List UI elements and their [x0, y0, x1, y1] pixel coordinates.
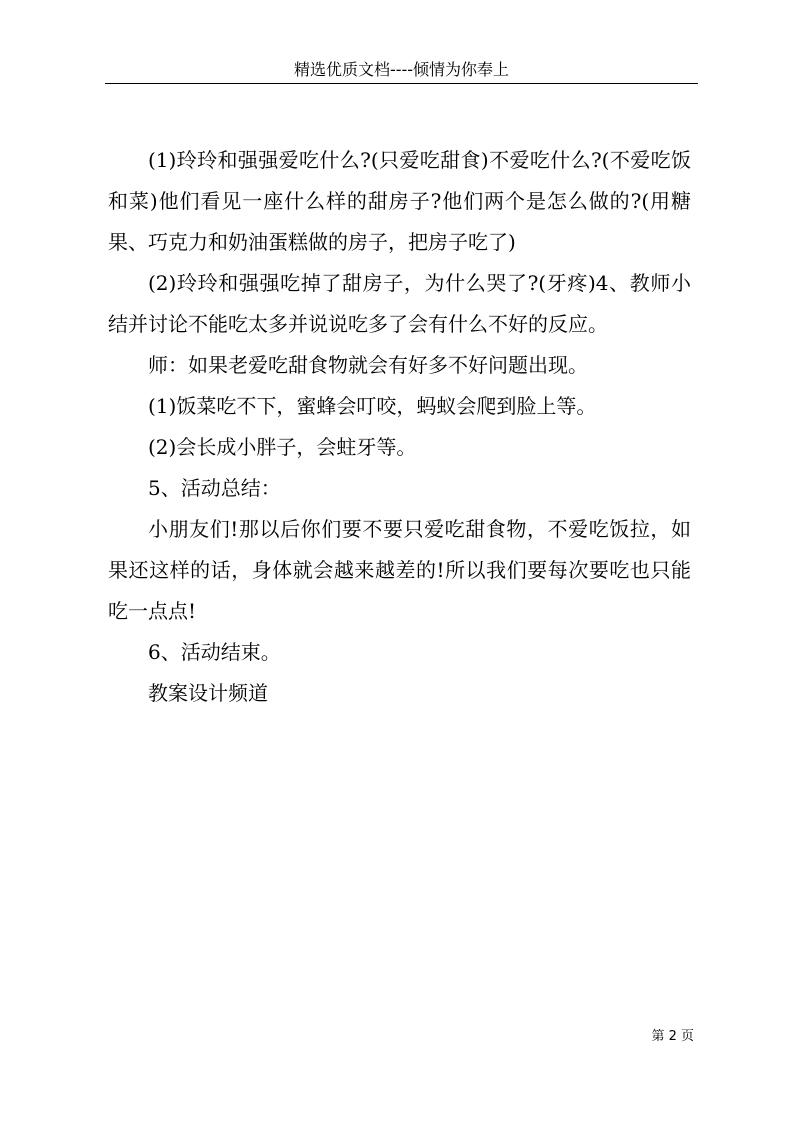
paragraph-summary: 小朋友们!那以后你们要不要只爱吃甜食物，不爱吃饭拉，如果还这样的话，身体就会越来越差的!所以我们要每次要吃也只能吃一点点! [108, 517, 691, 623]
section-heading-summary: 5、活动总结： [148, 476, 281, 500]
paragraph-channel: 教案设计频道 [148, 681, 268, 705]
document-body [108, 140, 691, 714]
paragraph-item-2: (2)会长成小胖子，会蛀牙等。 [148, 435, 417, 459]
section-heading-end: 6、活动结束。 [148, 640, 281, 664]
paragraph-item-1: (1)饭菜吃不下，蜜蜂会叮咬，蚂蚁会爬到脸上等。 [148, 394, 597, 418]
paragraph-questions-2: (2)玲玲和强强吃掉了甜房子，为什么哭了?(牙疼)4、教师小结并讨论不能吃太多并说说吃多了会有什么不好的反应。 [108, 271, 691, 336]
page-number: 第 2 页 [651, 1029, 694, 1044]
paragraph-questions-1: (1)玲玲和强强爱吃什么?(只爱吃甜食)不爱吃什么?(不爱吃饭和菜)他们看见一座什么样的甜房子?他们两个是怎么做的?(用糖果、巧克力和奶油蛋糕做的房子，把房子吃了) [108, 148, 691, 254]
paragraph-teacher: 师：如果老爱吃甜食物就会有好多不好问题出现。 [148, 353, 588, 377]
page-header: 精选优质文档----倾情为你奉上 [105, 56, 698, 84]
